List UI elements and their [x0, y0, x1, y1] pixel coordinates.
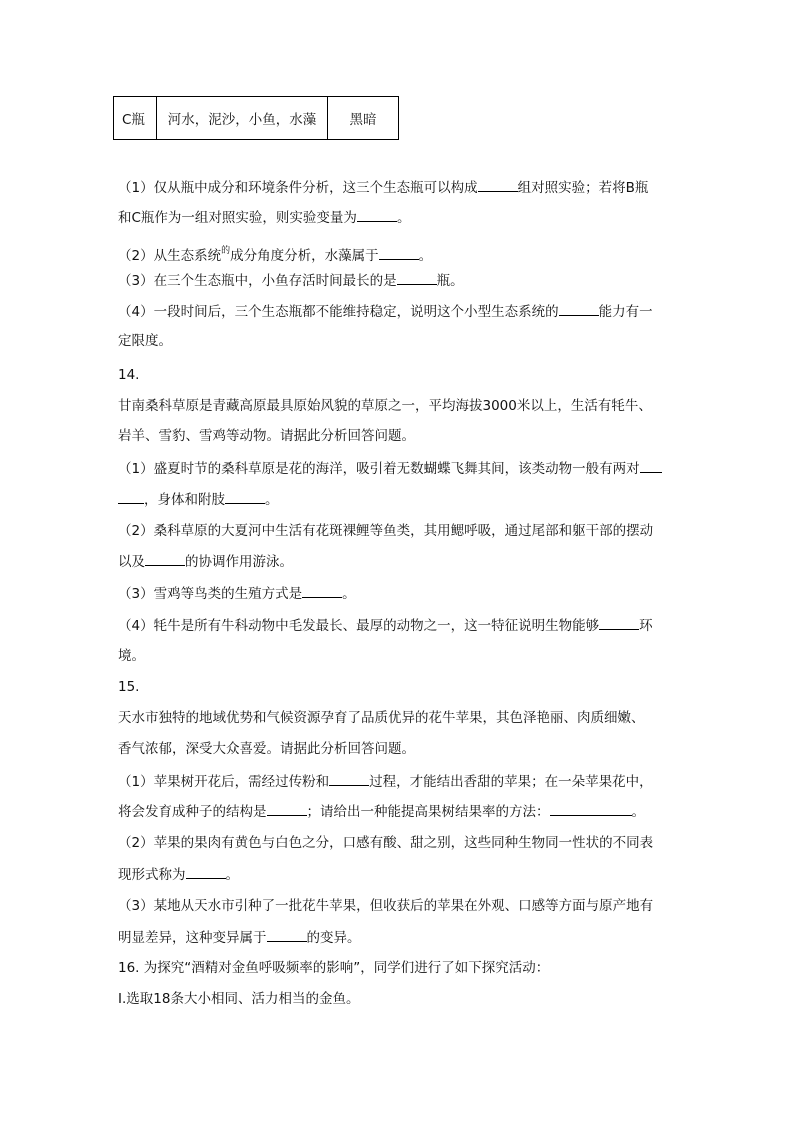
q13-p4-text-a: （4）一段时间后，三个生态瓶都不能维持稳定，说明这个小型生态系统的 [118, 304, 559, 320]
q13-part1-line1 [118, 177, 648, 198]
q14-part4-line2: 境。 [118, 648, 145, 664]
q14-p2-text-b: 以及 [118, 554, 145, 570]
q13-p1-text-b: 组对照实验；若将B瓶 [517, 180, 649, 196]
q13-part4-line1 [118, 301, 653, 322]
answer-blank [379, 245, 419, 260]
q15-p1-text-b: 过程，才能结出香甜的苹果；在一朵苹果花中， [369, 774, 653, 790]
q14-p1-text-b: ，身体和附肢 [144, 492, 225, 508]
q15-p2-text-b: 现形式称为 [118, 867, 186, 883]
answer-blank [225, 489, 265, 504]
q16-step1: Ⅰ.选取18条大小相同、活力相当的金鱼。 [118, 991, 360, 1007]
q15-p3-text-b: 明显差异，这种变异属于 [118, 930, 267, 946]
answer-blank [267, 801, 307, 816]
q15-part1-line1 [118, 771, 653, 792]
q13-p1-text-d: 。 [396, 210, 411, 226]
q14-number: 14. [118, 367, 140, 383]
q14-p4-text-b: 环 [639, 618, 653, 634]
q14-p4-text-a: （4）牦牛是所有牛科动物中毛发最长、最厚的动物之一，这一特征说明生物能够 [118, 618, 600, 634]
q13-p2-text-c: 。 [418, 248, 433, 264]
q15-part3-line2 [118, 927, 361, 948]
q13-part2 [118, 241, 432, 266]
q14-part2-line1: （2）桑科草原的大夏河中生活有花斑裸鲤等鱼类，其用鳃呼吸，通过尾部和躯干部的摆动 [118, 523, 654, 539]
q13-p4-text-b: 能力有一 [598, 304, 653, 320]
answer-blank [357, 207, 397, 222]
q14-part4-line1 [118, 615, 653, 636]
q13-p3-text-b: 瓶。 [436, 273, 464, 289]
q13-p2-sup: 的 [221, 246, 231, 256]
q14-p2-text-c: 的协调作用游泳。 [185, 554, 293, 570]
q15-p3-text-c: 的变异。 [306, 930, 361, 946]
q15-p1-text-a: （1）苹果树开花后，需经过传粉和 [118, 774, 330, 790]
q15-intro-line1: 天水市独特的地域优势和气候资源孕育了品质优异的花牛苹果，其色泽艳丽、肉质细嫩、 [118, 710, 645, 726]
q15-p1-text-c: 将会发育成种子的结构是 [118, 804, 267, 820]
q14-p1-text-c: 。 [265, 492, 279, 508]
answer-blank [118, 489, 144, 504]
answer-blank [329, 771, 369, 786]
q13-p2-text-b: 成分角度分析，水藻属于 [230, 248, 379, 264]
q13-p1-text-c: 和C瓶作为一组对照实验，则实验变量为 [118, 210, 357, 226]
bottle-table [113, 96, 399, 140]
answer-blank [478, 177, 518, 192]
q13-part3 [118, 270, 464, 291]
q15-part1-line2 [118, 801, 645, 822]
q14-part2-line2 [118, 551, 293, 572]
q14-part1-line2 [118, 489, 279, 510]
q13-p3-text-a: （3）在三个生态瓶中，小鱼存活时间最长的是 [118, 273, 397, 289]
q14-p3-text-a: （3）雪鸡等鸟类的生殖方式是 [118, 586, 303, 602]
q14-intro-line2: 岩羊、雪豹、雪鸡等动物。请据此分析回答问题。 [118, 428, 415, 444]
q13-p2-text-a: （2）从生态系统 [118, 248, 222, 264]
answer-blank [559, 301, 599, 316]
answer-blank [550, 801, 632, 816]
table-row [114, 97, 399, 140]
q14-intro-line1: 甘南桑科草原是青藏高原最具原始风貌的草原之一，平均海拔3000米以上，生活有牦牛、 [118, 398, 652, 414]
condition-cell: 黑暗 [328, 97, 399, 140]
q15-part2-line2 [118, 864, 239, 885]
q15-p2-text-c: 。 [225, 867, 239, 883]
q16-intro: 16. 为探究“酒精对金鱼呼吸频率的影响”，同学们进行了如下探究活动： [118, 960, 550, 976]
answer-blank [302, 583, 342, 598]
q15-intro-line2: 香气浓郁，深受大众喜爱。请据此分析回答问题。 [118, 741, 415, 757]
q13-p1-text-a: （1）仅从瓶中成分和环境条件分析，这三个生态瓶可以构成 [118, 180, 478, 196]
answer-blank [397, 270, 437, 285]
answer-blank [599, 615, 639, 630]
q13-part1-line2 [118, 207, 410, 228]
q15-p1-text-d: ；请给出一种能提高果树结果率的方法： [306, 804, 550, 820]
q13-p4-text-c: 定限度。 [118, 333, 172, 349]
q15-part2-line1: （2）苹果的果肉有黄色与白色之分，口感有酸、甜之别，这些同种生物同一性状的不同表 [118, 835, 654, 851]
q14-part1-line1 [118, 458, 662, 479]
bottle-cell: C瓶 [114, 97, 157, 140]
answer-blank [186, 864, 226, 879]
q15-number: 15. [118, 679, 140, 695]
contents-cell: 河水，泥沙，小鱼，水藻 [157, 97, 328, 140]
answer-blank [640, 458, 662, 473]
q13-part4-line2 [118, 331, 172, 351]
q14-part3 [118, 583, 356, 604]
answer-blank [267, 927, 307, 942]
answer-blank [145, 551, 185, 566]
q14-p1-text-a: （1）盛夏时节的桑科草原是花的海洋，吸引着无数蝴蝶飞舞其间，该类动物一般有两对 [118, 461, 640, 477]
q15-part3-line1: （3）某地从天水市引种了一批花牛苹果，但收获后的苹果在外观、口感等方面与原产地有 [118, 898, 654, 914]
q14-p3-text-b: 。 [342, 586, 356, 602]
q15-p1-text-e: 。 [631, 804, 645, 820]
